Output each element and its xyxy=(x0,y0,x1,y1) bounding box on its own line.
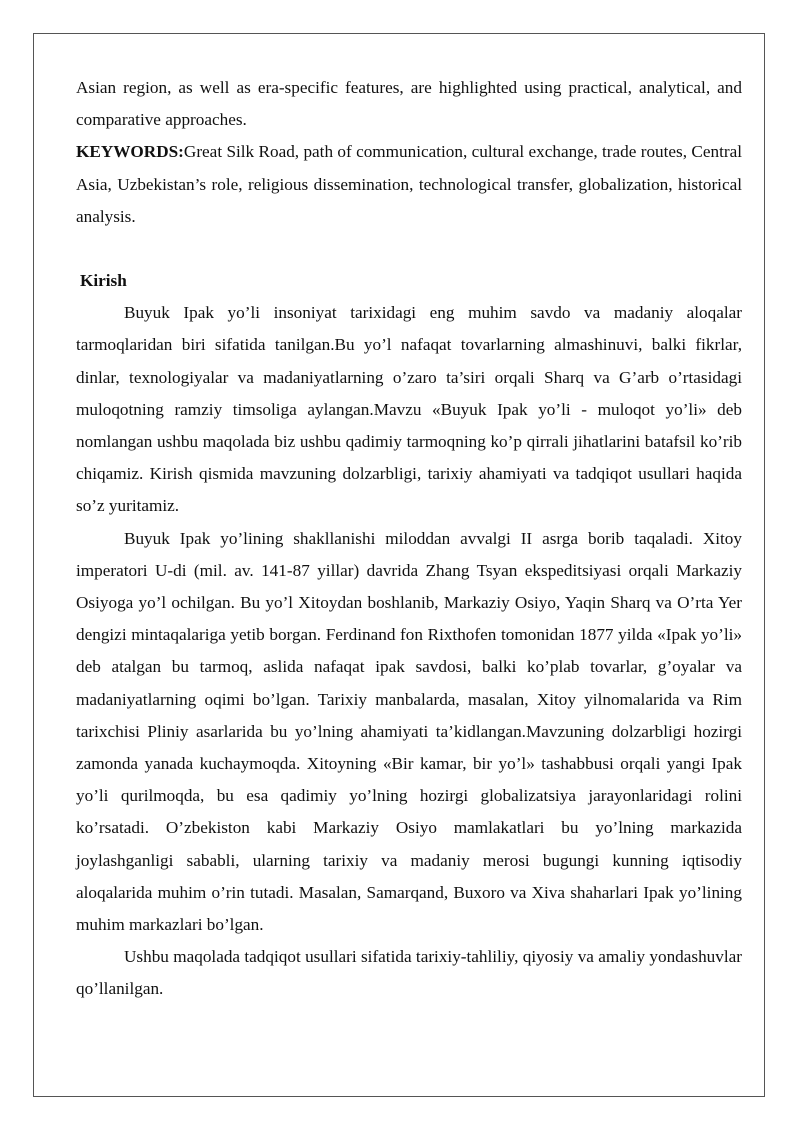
section-spacer xyxy=(76,233,742,265)
keywords-text: Great Silk Road, path of communication, cultural exchange, trade routes, Central Asia, Uzbekistan’s role, religious dissemination, technological transfer, globalization, historical analysis. xyxy=(76,142,742,226)
keywords-paragraph xyxy=(76,136,742,233)
paragraph-3: Ushbu maqolada tadqiqot usullari sifatida tarixiy-tahliliy, qiyosiy va amaliy yondashuvlar qo’llanilgan. xyxy=(76,947,742,999)
document-body xyxy=(76,72,742,1006)
abstract-tail: Asian region, as well as era-specific features, are highlighted using practical, analytical, and comparative approaches. xyxy=(76,78,742,130)
section-heading-kirish: Kirish xyxy=(80,271,127,291)
paragraph-2: Buyuk Ipak yo’lining shakllanishi miloddan avvalgi II asrga borib taqaladi. Xitoy imperatori U-di (mil. av. 141-87 yillar) davrida Zhang Tsyan ekspeditsiyasi orqali Markaziy Osiyoga yo’l ochilgan. Bu yo’l Xitoydan boshlanib, Markaziy Osiyo, Yaqin Sharq va O’rta Yer dengizi mintaqalariga yetib borgan. Ferdinand fon Rixthofen tomonidan 1877 yilda «Ipak yo’li» deb atalgan bu tarmoq, aslida nafaqat ipak savdosi, balki ko’plab tovarlar, g’oyalar va madaniyatlarning oqimi bo’lgan. Tarixiy manbalarda, masalan, Xitoy yilnomalarida va Rim tarixchisi Pliniy asarlarida bu yo’lning ahamiyati ta’kidlangan.Mavzuning dolzarbligi hozirgi zamonda yanada kuchaymoqda. Xitoyning «Bir kamar, bir yo’l» tashabbusi orqali yangi Ipak yo’li qurilmoqda, bu esa qadimiy yo’lning hozirgi globalizatsiya jarayonlaridagi rolini ko’rsatadi. O’zbekiston kabi Markaziy Osiyo mamlakatlari bu yo’lning markazida joylashganligi sababli, ularning tarixiy va madaniy merosi bugungi kunning iqtisodiy aloqalarida muhim o’rin tutadi. Masalan, Samarqand, Buxoro va Xiva shaharlari Ipak yo’lining muhim markazlari bo’lgan. xyxy=(76,528,742,935)
paragraph-1: Buyuk Ipak yo’li insoniyat tarixidagi eng muhim savdo va madaniy aloqalar tarmoqlaridan biri sifatida tanilgan.Bu yo’l nafaqat tovarlarning almashinuvi, balki fikrlar, dinlar, texnologiyalar va madaniyatlarning o’zaro ta’siri orqali Sharq va G’arb o’rtasidagi muloqotning ramziy timsoliga aylangan.Mavzu «Buyuk Ipak yo’li - muloqot yo’li» deb nomlangan ushbu maqolada biz ushbu qadimiy tarmoqning ko’p qirrali jihatlarini batafsil ko’rib chiqamiz. Kirish qismida mavzuning dolzarbligi, tarixiy ahamiyati va tadqiqot usullari haqida so’z yuritamiz. xyxy=(76,303,742,516)
keywords-label: KEYWORDS: xyxy=(76,142,184,162)
